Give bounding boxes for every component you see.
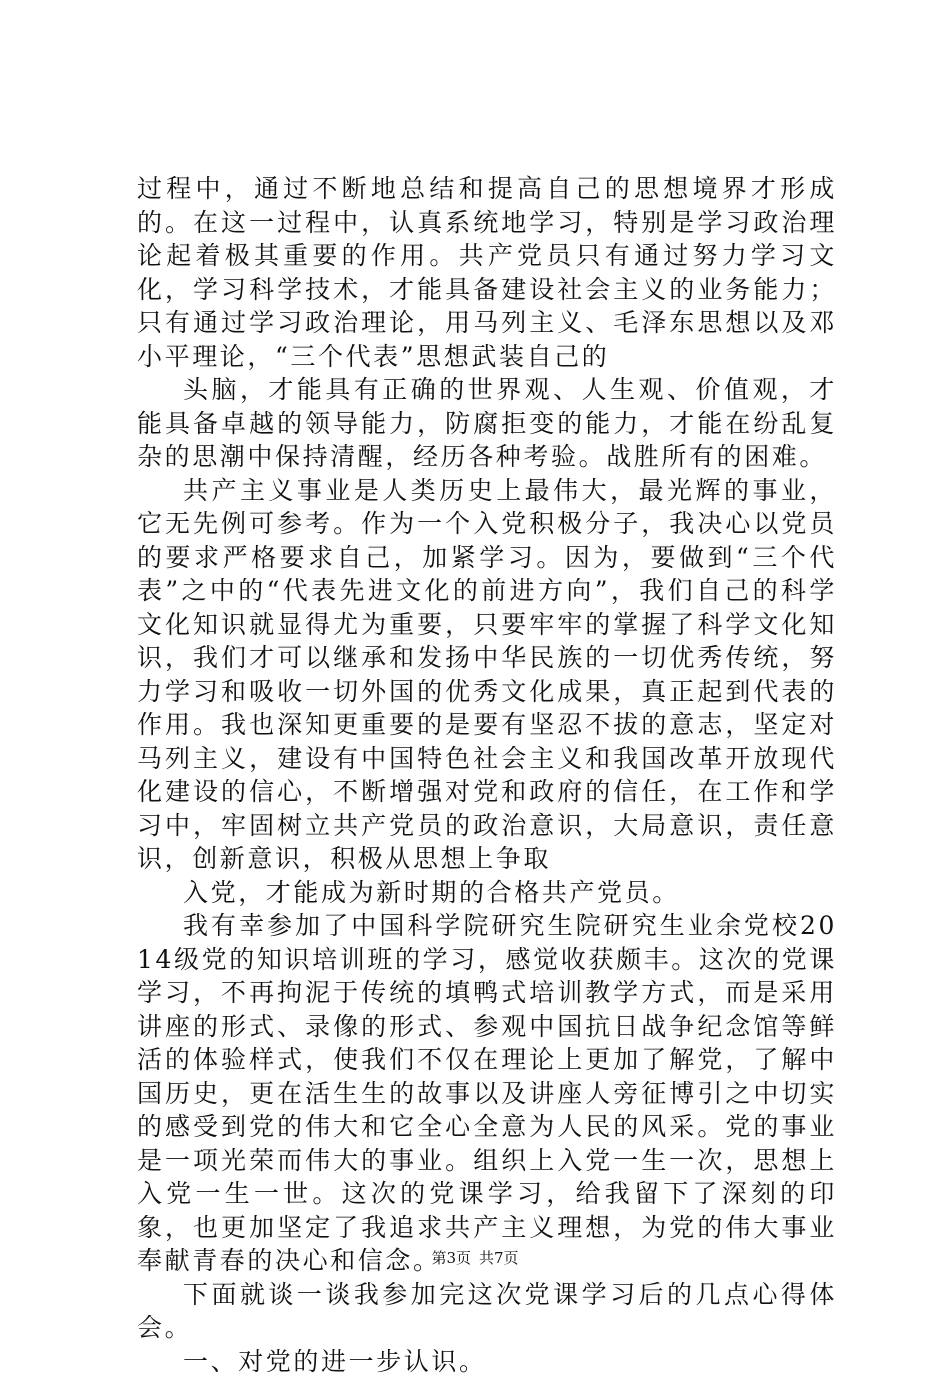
page-number: 第3页 [431,1249,471,1267]
paragraph: 我有幸参加了中国科学院研究生院研究生业余党校2014级党的知识培训班的学习，感觉收获颇丰。这次的党课学习，不再拘泥于传统的填鸭式培训教学方式，而是采用讲座的形式、录像的形式、参观中国抗日战争纪念馆等鲜活的体验样式，使我们不仅在理论上更加了解党，了解中国历史，更在活生生的故事以及讲座人旁征博引之中切实的感受到党的伟大和它全心全意为人民的风采。党的事业是一项光荣而伟大的事业。组织上入党一生一次，思想上入党一生一世。这次的党课学习，给我留下了深刻的印象，也更加坚定了我追求共产主义理想，为党的伟大事业奉献青春的决心和信念。 [137,909,837,1278]
paragraph: 共产主义事业是人类历史上最伟大，最光辉的事业，它无先例可参考。作为一个入党积极分子，我决心以党员的要求严格要求自己，加紧学习。因为，要做到“三个代表”之中的“代表先进文化的前进方向”，我们自己的科学文化知识就显得尤为重要，只要牢牢的掌握了科学文化知识，我们才可以继承和发扬中华民族的一切优秀传统，努力学习和吸收一切外国的优秀文化成果，真正起到代表的作用。我也深知更重要的是要有坚忍不拔的意志，坚定对马列主义，建设有中国特色社会主义和我国改革开放现代化建设的信心，不断增强对党和政府的信任，在工作和学习中，牢固树立共产党员的政治意识，大局意识，责任意识，创新意识，积极从思想上争取 [137,474,837,876]
paragraph: 下面就谈一谈我参加完这次党课学习后的几点心得体会。 [137,1278,837,1345]
section-heading: 一、对党的进一步认识。 [137,1345,837,1378]
paragraph: 入党，才能成为新时期的合格共产党员。 [137,876,837,910]
document-body [137,172,837,1378]
paragraph: 头脑，才能具有正确的世界观、人生观、价值观，才能具备卓越的领导能力，防腐拒变的能力，才能在纷乱复杂的思潮中保持清醒，经历各种考验。战胜所有的困难。 [137,373,837,474]
page-footer [0,1248,950,1268]
paragraph-continued: 过程中，通过不断地总结和提高自己的思想境界才形成的。在这一过程中，认真系统地学习，特别是学习政治理论起着极其重要的作用。共产党员只有通过努力学习文化，学习科学技术，才能具备建设社会主义的业务能力；只有通过学习政治理论，用马列主义、毛泽东思想以及邓小平理论，“三个代表”思想武装自己的 [137,172,837,373]
page-total: 共7页 [479,1249,519,1267]
